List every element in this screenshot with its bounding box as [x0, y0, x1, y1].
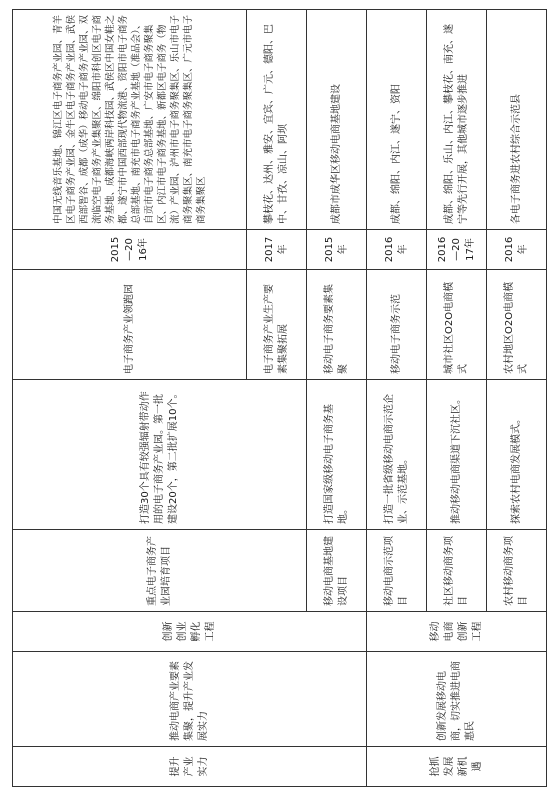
project-content: 打造30个具有较强辐射带动作用的电子商务产业园。第一批建设20个，第二批扩展10个。: [13, 380, 307, 530]
project-time: 2017年: [247, 230, 307, 270]
project-area: 成都、绵阳、乐山、内江、攀枝花、南充、遂宁等先行开展，其他城市逐步推进: [427, 10, 487, 230]
project-content: 推动移动电商渠道下沉社区。: [427, 380, 487, 530]
project-mode: 农村地区O2O电商模式: [487, 270, 547, 380]
project-time: 2016年: [367, 230, 427, 270]
group-label: 抢抓发展新机遇: [367, 747, 547, 787]
project-time: 2015年: [307, 230, 367, 270]
project-name: 移动电商示范项目: [367, 530, 427, 612]
project-area: 中国无线音乐基地、锦江区电子商务产业园、青羊区电子商务产业园、金牛区电子商务产业园、武侯西部智谷、成都（成华）移动电子商务产业园、双流临空电子商务产业集聚区、绵阳市科创区电子商务基地、成都海峡两岸科技园、武侯区中国女鞋之都、遂宁市中国西部现代物流港、资阳市电子商务总部基地、南充市电子商务产业基地（准品会）、自贡市电子商务总部基地、广安市电子商务聚集区、内江市电子商务基地、新都区电子商务（物流）产业园、泸州市电子商务聚集区、乐山市电子商务聚集区、南充市电子商务聚集区、广元市电子商务集聚区: [13, 10, 247, 230]
project-content: 打造国家级移动电子商务基地。: [307, 380, 367, 530]
project-name: 移动电商基地建设项目: [307, 530, 367, 612]
group-measure: 创新发展移动电商，切实推进电商惠民: [367, 652, 547, 747]
group-subproject: 创新创业孵化工程: [13, 612, 367, 652]
rotated-table-wrapper: [12, 10, 546, 787]
project-table: [12, 9, 547, 787]
project-area: 各电子商务进农村综合示范县: [487, 10, 547, 230]
project-time: 2016—2017年: [427, 230, 487, 270]
group-subproject: 移动电商创新工程: [367, 612, 547, 652]
project-name: 社区移动商务项目: [427, 530, 487, 612]
project-mode: 移动电子商务要素集聚: [307, 270, 367, 380]
project-area: 攀枝花、达州、雅安、宜宾、广元、德阳、巴中、甘孜、凉山、阿坝: [247, 10, 307, 230]
table-row: [13, 10, 247, 787]
project-area: 成都、绵阳、内江、遂宁、资阳: [367, 10, 427, 230]
project-mode: 电子商务产业生产要素集聚拓展: [247, 270, 307, 380]
project-name: 重点电子商务产业园培育项目: [13, 530, 307, 612]
project-content: 探索农村电商发展模式。: [487, 380, 547, 530]
project-mode: 电子商务产业领跑园: [13, 270, 247, 380]
table-row: [367, 10, 427, 787]
project-mode: 移动电子商务示范: [367, 270, 427, 380]
group-measure: 推动电商产业要素集聚，提升产业发展实力: [13, 652, 367, 747]
project-content: 打造一批省级移动电商示范企业、示范基地。: [367, 380, 427, 530]
project-mode: 城市社区O2O电商模式: [427, 270, 487, 380]
group-label: 提升产业实力: [13, 747, 367, 787]
project-time: 2015—2016年: [13, 230, 247, 270]
project-area: 成都市成华区移动电商基地建设: [307, 10, 367, 230]
project-time: 2016年: [487, 230, 547, 270]
project-name: 农村移动商务项目: [487, 530, 547, 612]
